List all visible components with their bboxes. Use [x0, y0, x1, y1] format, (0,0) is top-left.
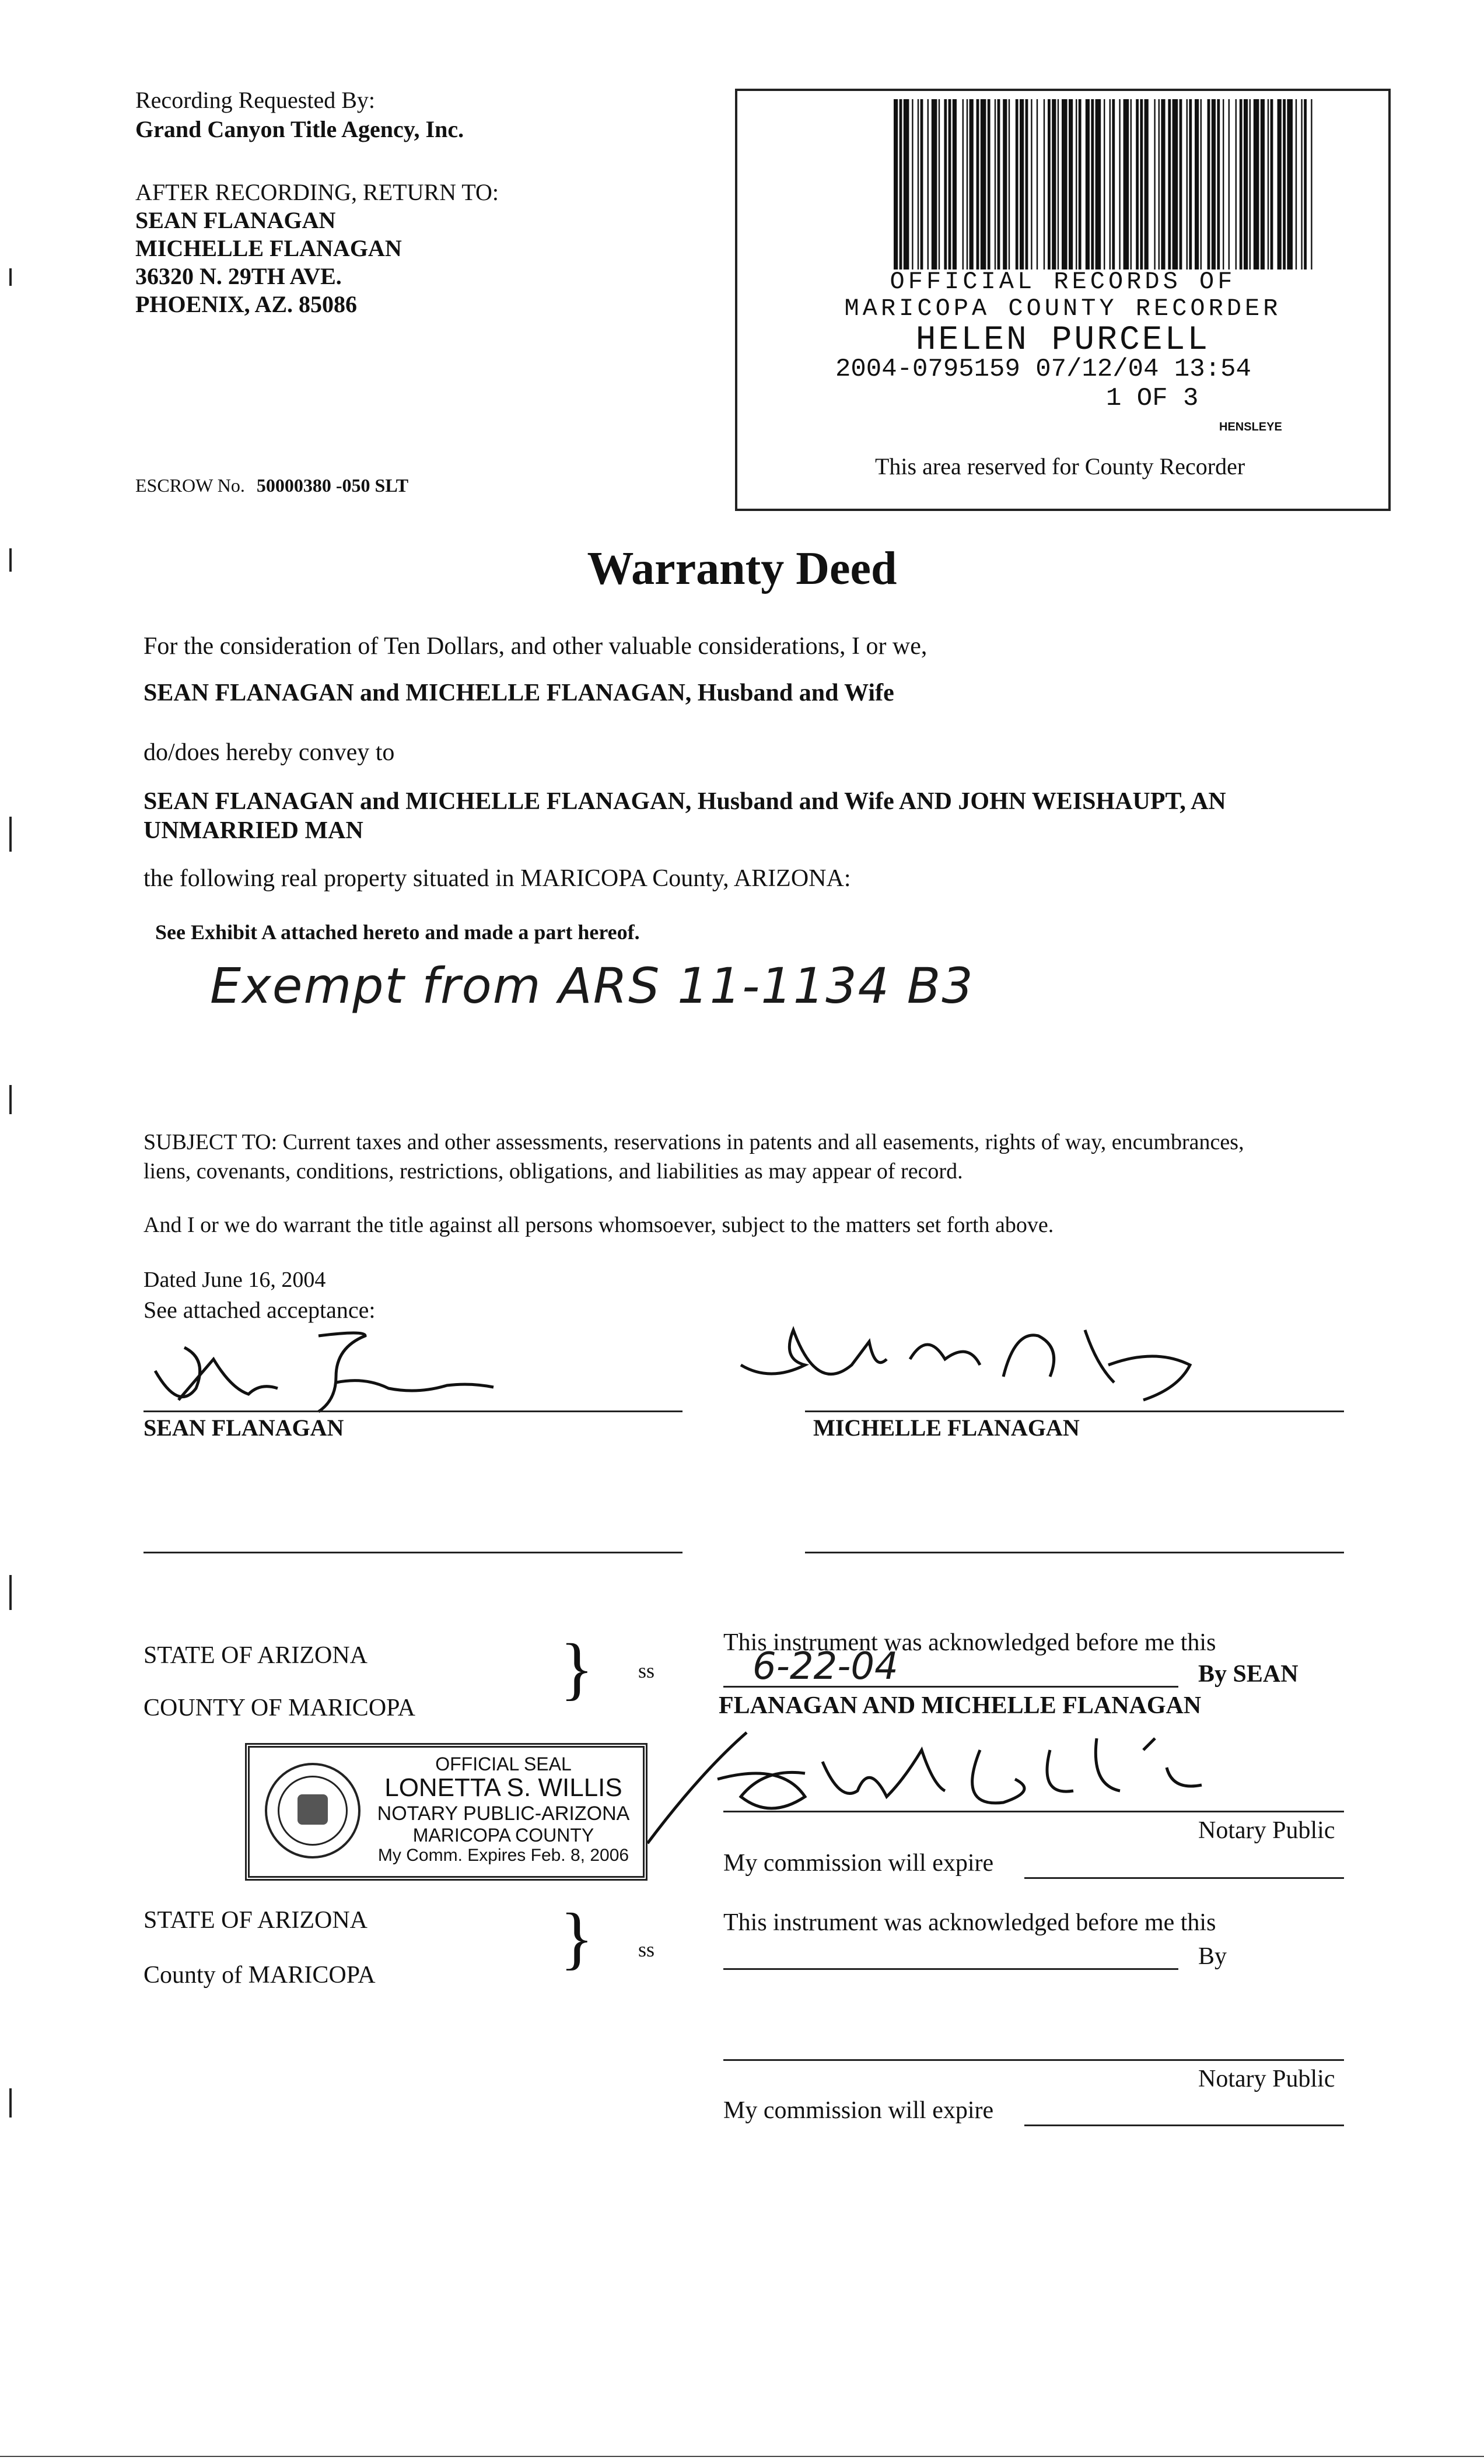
recorder-name: HELEN PURCELL	[915, 321, 1210, 359]
consideration-text: For the consideration of Ten Dollars, and other valuable considerations, I or we,	[144, 633, 928, 660]
notary1-brace: }	[560, 1629, 594, 1707]
barcode-bar	[932, 99, 937, 270]
barcode-bar	[1086, 99, 1090, 270]
bottom-scan-line	[0, 2456, 1484, 2457]
exhibit-text: See Exhibit A attached hereto and made a part hereof.	[155, 921, 640, 944]
barcode-bar	[1283, 99, 1286, 270]
barcode-bar	[904, 99, 909, 270]
barcode-bar	[1311, 99, 1312, 270]
return-to-line: PHOENIX, AZ. 85086	[135, 291, 358, 317]
recorder-line1: OFFICIAL RECORDS OF	[890, 268, 1236, 296]
barcode-bar	[1104, 99, 1105, 270]
barcode-bar	[1076, 99, 1077, 270]
barcode-bar	[1026, 99, 1028, 270]
barcode-bar	[1268, 99, 1269, 270]
barcode-bar	[1124, 99, 1129, 270]
barcode-bar	[900, 99, 902, 270]
notary1-by-names: FLANAGAN AND MICHELLE FLANAGAN	[719, 1692, 1202, 1719]
barcode-bar	[988, 99, 991, 270]
signature-sean	[144, 1324, 505, 1418]
barcode-bar	[1296, 99, 1297, 270]
barcode-bar	[1195, 99, 1199, 270]
barcode-bar	[1261, 99, 1265, 270]
barcode-bar	[998, 99, 1000, 270]
document-number: 2004-0795159 07/12/04 13:54	[835, 355, 1251, 384]
barcode-bar	[1140, 99, 1143, 270]
escrow-number	[135, 474, 408, 497]
barcode-bar	[1189, 99, 1192, 270]
signature-michelle	[735, 1295, 1260, 1406]
barcode-bar	[1037, 99, 1038, 270]
barcode-bar	[928, 99, 929, 270]
notary2-notary-public: Notary Public	[1198, 2066, 1335, 2092]
return-to-line: SEAN FLANAGAN	[135, 207, 336, 233]
barcode-bar	[1096, 99, 1101, 270]
notary1-ack-date: 6-22-04	[752, 1645, 898, 1688]
recording-requested-value: Grand Canyon Title Agency, Inc.	[135, 116, 464, 142]
state-seal-icon	[265, 1763, 360, 1859]
notary2-brace: }	[560, 1899, 594, 1976]
return-to-label: AFTER RECORDING, RETURN TO:	[135, 179, 499, 205]
recording-requested-label: Recording Requested By:	[135, 87, 376, 113]
notary2-commission-line	[1024, 2124, 1344, 2126]
scan-mark	[9, 1085, 12, 1114]
seal-line3: NOTARY PUBLIC-ARIZONA	[377, 1803, 630, 1825]
notary2-state: STATE OF ARIZONA	[144, 1907, 368, 1934]
barcode-bar	[1158, 99, 1160, 270]
barcode-bar	[1254, 99, 1259, 270]
barcode-bar	[1168, 99, 1171, 270]
barcode-bar	[1016, 99, 1019, 270]
barcode-bar	[949, 99, 951, 270]
barcode-bar	[1154, 99, 1155, 270]
warrant-text: And I or we do warrant the title against all persons whomsoever, subject to the matters set forth above.	[144, 1213, 1054, 1237]
notary1-commission-line	[1024, 1877, 1344, 1879]
barcode-bar	[1270, 99, 1273, 270]
barcode-bar	[939, 99, 940, 270]
barcode-bar	[1200, 99, 1202, 270]
page-title: Warranty Deed	[587, 543, 897, 594]
subject-to-line1: SUBJECT TO: Current taxes and other assessments, reservations in patents and all easements, rights of way, encumbrances,	[144, 1130, 1244, 1154]
scan-mark	[9, 268, 12, 286]
barcode-bar	[1112, 99, 1115, 270]
notary2-ss: ss	[638, 1938, 655, 1961]
barcode-bar	[1119, 99, 1120, 270]
barcode-bar	[1031, 99, 1032, 270]
handwritten-exemption: Exempt from ARS 11-1134 B3	[210, 957, 974, 1014]
barcode-bar	[1079, 99, 1082, 270]
scan-mark	[9, 817, 12, 852]
barcode-bar	[977, 99, 979, 270]
seal-line4: MARICOPA COUNTY	[412, 1825, 594, 1846]
barcode-bar	[1217, 99, 1220, 270]
barcode-bar	[944, 99, 947, 270]
escrow-label: ESCROW No.	[135, 475, 245, 496]
barcode-bar	[912, 99, 913, 270]
reserved-note: This area reserved for County Recorder	[875, 453, 1245, 480]
notary2-date-line	[723, 1968, 1178, 1970]
notary1-signature	[630, 1715, 1237, 1849]
barcode-bar	[1244, 99, 1248, 270]
barcode-bar	[1172, 99, 1178, 270]
page-count: 1 OF 3	[1106, 384, 1199, 413]
barcode-bar	[1208, 99, 1210, 270]
notary1-state: STATE OF ARIZONA	[144, 1642, 368, 1669]
notary1-signature-line	[723, 1811, 1344, 1812]
recorder-line2: MARICOPA COUNTY RECORDER	[844, 295, 1282, 323]
clerk-initials: HENSLEYE	[1219, 421, 1282, 433]
recorder-box	[735, 89, 1391, 511]
barcode-bar	[1250, 99, 1251, 270]
barcode-bar	[921, 99, 923, 270]
signer-name-michelle: MICHELLE FLANAGAN	[813, 1415, 1080, 1441]
barcode-bar	[995, 99, 996, 270]
notary2-by-label: By	[1198, 1943, 1227, 1970]
barcode-bar	[1003, 99, 1007, 270]
dated-text: Dated June 16, 2004	[144, 1268, 326, 1292]
barcode-bar	[1062, 99, 1068, 270]
barcode-bar	[1223, 99, 1224, 270]
return-to-line: MICHELLE FLANAGAN	[135, 235, 402, 261]
seal-line5: My Comm. Expires Feb. 8, 2006	[377, 1846, 629, 1865]
barcode-bar	[1136, 99, 1139, 270]
barcode-bar	[918, 99, 919, 270]
convey-text: do/does hereby convey to	[144, 739, 395, 766]
grantees-line1: SEAN FLANAGAN and MICHELLE FLANAGAN, Husband and Wife AND JOHN WEISHAUPT, AN	[144, 788, 1226, 815]
seal-line1: OFFICIAL SEAL	[435, 1754, 572, 1774]
barcode-bar	[1048, 99, 1051, 270]
notary2-county: County of MARICOPA	[144, 1962, 376, 1989]
barcode-bar	[1287, 99, 1293, 270]
notary2-signature-line	[723, 2059, 1344, 2061]
barcode-bar	[1212, 99, 1216, 270]
notary2-ack-text: This instrument was acknowledged before me this	[723, 1909, 1216, 1936]
barcode-bar	[1144, 99, 1149, 270]
barcode-bar	[981, 99, 986, 270]
barcode-bar	[967, 99, 968, 270]
notary1-by-label: By SEAN	[1198, 1661, 1298, 1688]
grantors: SEAN FLANAGAN and MICHELLE FLANAGAN, Husband and Wife	[144, 680, 894, 706]
barcode-bar	[1020, 99, 1024, 270]
escrow-value: 50000380 -050 SLT	[256, 475, 409, 496]
barcode-bar	[1110, 99, 1111, 270]
barcode-bar	[1301, 99, 1302, 270]
notary1-date-line	[723, 1686, 1178, 1688]
barcode-bar	[1009, 99, 1010, 270]
signature-line-blank-left	[144, 1552, 682, 1553]
notary-seal	[245, 1743, 648, 1881]
notary1-ack-text: This instrument was acknowledged before me this	[723, 1629, 1216, 1656]
subject-to-line2: liens, covenants, conditions, restrictions, obligations, and liabilities as may appear of record.	[144, 1159, 963, 1184]
barcode-bar	[1091, 99, 1094, 270]
barcode-bar	[953, 99, 957, 270]
barcode-bar	[1278, 99, 1282, 270]
barcode-bar	[894, 99, 898, 270]
barcode	[891, 99, 1317, 274]
signature-line-sean	[144, 1410, 682, 1412]
barcode-bar	[1052, 99, 1056, 270]
seal-line2: LONETTA S. WILLIS	[384, 1773, 622, 1802]
barcode-bar	[1228, 99, 1230, 270]
notary1-commission: My commission will expire	[723, 1850, 994, 1877]
return-to-line: 36320 N. 29TH AVE.	[135, 263, 342, 289]
barcode-bar	[1044, 99, 1045, 270]
signer-name-sean: SEAN FLANAGAN	[144, 1415, 344, 1441]
grantees-line2: UNMARRIED MAN	[144, 817, 363, 844]
notary1-notary-public: Notary Public	[1198, 1817, 1335, 1844]
barcode-bar	[1186, 99, 1188, 270]
signature-line-blank-right	[805, 1552, 1344, 1553]
barcode-bar	[1161, 99, 1165, 270]
notary1-county: COUNTY OF MARICOPA	[144, 1695, 415, 1721]
property-text: the following real property situated in MARICOPA County, ARIZONA:	[144, 865, 851, 892]
notary2-commission: My commission will expire	[723, 2097, 994, 2124]
barcode-bar	[1058, 99, 1059, 270]
scan-mark	[9, 2088, 12, 2118]
barcode-bar	[1180, 99, 1182, 270]
barcode-bar	[1304, 99, 1307, 270]
barcode-bar	[1130, 99, 1132, 270]
signature-line-michelle	[805, 1410, 1344, 1412]
barcode-bar	[1240, 99, 1242, 270]
barcode-bar	[1236, 99, 1237, 270]
notary1-ss: ss	[638, 1659, 655, 1682]
barcode-bar	[963, 99, 964, 270]
acceptance-text: See attached acceptance:	[144, 1297, 376, 1323]
barcode-bar	[970, 99, 974, 270]
barcode-bar	[1069, 99, 1073, 270]
scan-mark	[9, 1575, 12, 1610]
